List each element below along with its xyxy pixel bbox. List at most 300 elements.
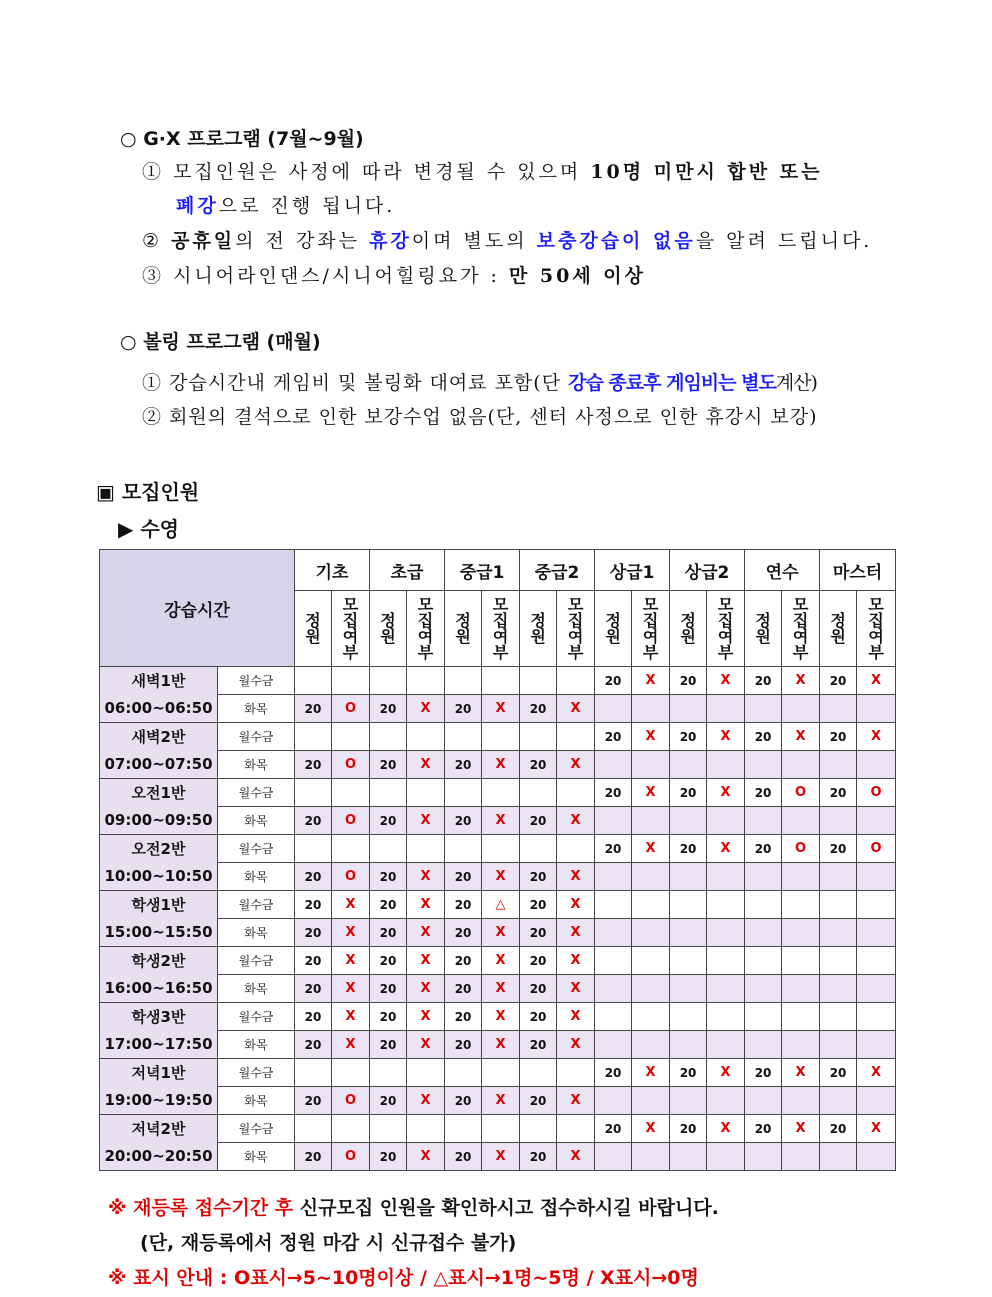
class-time: 19:00~19:50: [104, 1090, 213, 1109]
note-reregistration-red: ※ 재등록 접수기간 후: [108, 1197, 294, 1219]
status-mark: X: [795, 1121, 806, 1136]
capacity-cell: 20: [520, 1003, 557, 1031]
status-mark: X: [420, 897, 431, 912]
recruit-status-cell: [632, 835, 670, 863]
status-mark: X: [871, 1065, 882, 1080]
status-mark: X: [720, 1121, 731, 1136]
status-mark: X: [645, 1065, 656, 1080]
weekday-cell: 화목: [218, 695, 295, 723]
capacity-cell: 20: [445, 751, 482, 779]
recruit-status-cell: [632, 891, 670, 919]
status-mark: X: [570, 1149, 581, 1164]
capacity-cell: 20: [520, 751, 557, 779]
status-mark: X: [645, 729, 656, 744]
gx-item-1-text2: 으로 진행 됩니다.: [218, 195, 396, 217]
capacity-cell: 20: [520, 947, 557, 975]
sub-header-cell: [520, 591, 557, 667]
recruit-status-cell: [857, 667, 896, 695]
capacity-cell: 20: [595, 1115, 632, 1143]
capacity-cell: [370, 667, 407, 695]
recruit-status-cell: [332, 835, 370, 863]
table-row: [100, 723, 896, 751]
capacity-cell: [745, 1031, 782, 1059]
recruit-status-cell: [482, 835, 520, 863]
recruit-status-cell: [332, 667, 370, 695]
gx-item-2-text3: 을 알려 드립니다.: [695, 230, 873, 252]
capacity-cell: 20: [745, 723, 782, 751]
recruit-status-cell: [857, 723, 896, 751]
recruit-status-cell: [407, 751, 445, 779]
recruit-status-cell: [707, 807, 745, 835]
recruit-status-cell: [557, 975, 595, 1003]
gx-item-1: [142, 157, 822, 184]
weekday-cell: 월수금: [218, 1115, 295, 1143]
weekday-cell: 월수금: [218, 1059, 295, 1087]
capacity-cell: [745, 1087, 782, 1115]
capacity-cell: 20: [295, 919, 332, 947]
recruit-status-cell: [332, 1031, 370, 1059]
sub-header-cell: [670, 591, 707, 667]
recruit-status-cell: [632, 751, 670, 779]
status-mark: X: [345, 981, 356, 996]
sub-header-cell: [707, 591, 745, 667]
capacity-cell: 20: [370, 695, 407, 723]
capacity-cell: [595, 1031, 632, 1059]
class-time: 20:00~20:50: [104, 1146, 213, 1165]
status-mark: X: [570, 897, 581, 912]
capacity-cell: [820, 863, 857, 891]
recruit-status-cell: [482, 1031, 520, 1059]
capacity-header: 정원: [680, 610, 696, 646]
capacity-cell: 20: [370, 919, 407, 947]
recruit-status-cell: [407, 919, 445, 947]
class-name: 학생3반: [131, 1007, 186, 1026]
capacity-header: 정원: [380, 610, 396, 646]
recruit-status-header: 모집여부: [492, 594, 509, 662]
capacity-cell: [820, 947, 857, 975]
capacity-header: 정원: [455, 610, 471, 646]
recruit-status-header: 모집여부: [342, 594, 359, 662]
capacity-header: 정원: [605, 610, 621, 646]
recruit-status-header: 모집여부: [792, 594, 809, 662]
bowling-item-1-text: 강습시간내 게임비 및 볼링화 대여료 포함(단: [169, 372, 562, 394]
capacity-cell: [670, 975, 707, 1003]
recruit-status-cell: [632, 1143, 670, 1171]
recruit-status-cell: [782, 1143, 820, 1171]
status-mark: X: [720, 729, 731, 744]
recruit-status-cell: [782, 835, 820, 863]
capacity-cell: [445, 835, 482, 863]
capacity-cell: 20: [745, 779, 782, 807]
item-number: ②: [142, 230, 163, 252]
status-mark: X: [570, 953, 581, 968]
recruit-status-cell: [782, 1003, 820, 1031]
status-mark: X: [795, 673, 806, 688]
weekday-cell: 화목: [218, 1087, 295, 1115]
recruit-status-cell: [782, 723, 820, 751]
capacity-cell: [520, 723, 557, 751]
table-row: [100, 947, 896, 975]
gx-item-1-bold: 10명 미만시 합반 또는: [590, 161, 823, 183]
capacity-cell: 20: [370, 1031, 407, 1059]
capacity-cell: 20: [295, 1087, 332, 1115]
capacity-cell: 20: [445, 975, 482, 1003]
capacity-cell: [595, 1003, 632, 1031]
recruit-status-cell: [482, 667, 520, 695]
note-exception: (단, 재등록에서 정원 마감 시 신규접수 불가): [140, 1232, 517, 1254]
status-mark: X: [420, 869, 431, 884]
capacity-header: 정원: [530, 610, 546, 646]
recruit-status-cell: [332, 947, 370, 975]
recruit-status-cell: [332, 807, 370, 835]
recruit-status-cell: [332, 779, 370, 807]
sub-header-cell: [820, 591, 857, 667]
capacity-cell: 20: [670, 835, 707, 863]
capacity-cell: 20: [670, 1059, 707, 1087]
recruit-status-cell: [782, 807, 820, 835]
capacity-cell: [820, 1143, 857, 1171]
capacity-cell: 20: [595, 667, 632, 695]
recruit-status-cell: [332, 1143, 370, 1171]
capacity-cell: 20: [370, 891, 407, 919]
status-mark: X: [871, 729, 882, 744]
recruit-status-cell: [332, 975, 370, 1003]
class-slot: [100, 1003, 218, 1059]
capacity-cell: 20: [820, 779, 857, 807]
status-mark: X: [495, 757, 506, 772]
status-mark: X: [795, 1065, 806, 1080]
status-mark: X: [645, 841, 656, 856]
item-number: ②: [142, 406, 163, 428]
weekday-cell: 월수금: [218, 723, 295, 751]
capacity-cell: [295, 835, 332, 863]
recruit-status-cell: [632, 1059, 670, 1087]
capacity-cell: 20: [670, 1115, 707, 1143]
level-header: 중급2: [520, 550, 595, 591]
weekday-cell: 화목: [218, 1143, 295, 1171]
recruit-status-cell: [407, 947, 445, 975]
status-mark: X: [345, 897, 356, 912]
recruit-status-cell: [632, 975, 670, 1003]
recruit-status-cell: [857, 919, 896, 947]
recruit-status-cell: [782, 919, 820, 947]
status-mark: X: [570, 1093, 581, 1108]
capacity-cell: 20: [520, 891, 557, 919]
sub-header-cell: [632, 591, 670, 667]
status-mark: O: [795, 841, 807, 856]
sub-header-cell: [557, 591, 595, 667]
status-mark: X: [720, 1065, 731, 1080]
capacity-cell: 20: [745, 1115, 782, 1143]
capacity-cell: [670, 1143, 707, 1171]
status-mark: X: [570, 701, 581, 716]
capacity-cell: 20: [445, 947, 482, 975]
recruit-status-cell: [707, 975, 745, 1003]
capacity-cell: [670, 863, 707, 891]
recruit-status-cell: [557, 919, 595, 947]
recruit-status-cell: [407, 1143, 445, 1171]
capacity-cell: [520, 779, 557, 807]
gx-item-2-text: 의 전 강좌는: [235, 230, 361, 252]
capacity-cell: 20: [820, 667, 857, 695]
recruit-status-cell: [782, 667, 820, 695]
capacity-cell: [745, 1143, 782, 1171]
capacity-cell: 20: [445, 1003, 482, 1031]
recruit-status-cell: [407, 807, 445, 835]
capacity-cell: [445, 1059, 482, 1087]
status-mark: X: [795, 729, 806, 744]
status-mark: X: [495, 869, 506, 884]
recruit-status-cell: [482, 1059, 520, 1087]
status-mark: O: [870, 841, 882, 856]
recruit-status-cell: [632, 1087, 670, 1115]
capacity-cell: [295, 779, 332, 807]
class-name: 새벽1반: [131, 671, 186, 690]
recruit-status-cell: [632, 667, 670, 695]
table-row: [100, 1059, 896, 1087]
recruit-status-header: 모집여부: [868, 594, 884, 662]
recruit-status-cell: [632, 695, 670, 723]
class-time: 10:00~10:50: [104, 866, 213, 885]
status-mark: O: [344, 1093, 357, 1108]
class-name: 학생2반: [131, 951, 186, 970]
recruit-status-cell: [332, 1059, 370, 1087]
note-reregistration-text: 신규모집 인원을 확인하시고 접수하시길 바랍니다.: [299, 1197, 719, 1219]
capacity-cell: [820, 919, 857, 947]
recruit-status-cell: [707, 835, 745, 863]
table-row: [100, 779, 896, 807]
status-mark: X: [570, 925, 581, 940]
capacity-cell: 20: [820, 835, 857, 863]
recruit-status-cell: [407, 975, 445, 1003]
capacity-cell: [820, 695, 857, 723]
weekday-cell: 화목: [218, 807, 295, 835]
level-header: 중급1: [445, 550, 520, 591]
recruit-status-cell: [707, 751, 745, 779]
status-mark: X: [495, 953, 506, 968]
recruit-status-cell: [707, 1059, 745, 1087]
level-header: 초급: [370, 550, 445, 591]
capacity-cell: [820, 751, 857, 779]
capacity-cell: [370, 779, 407, 807]
recruit-status-cell: [782, 863, 820, 891]
recruit-status-cell: [482, 1003, 520, 1031]
recruit-status-cell: [857, 1003, 896, 1031]
recruit-status-cell: [482, 807, 520, 835]
capacity-cell: [745, 947, 782, 975]
weekday-cell: 월수금: [218, 835, 295, 863]
capacity-cell: [820, 1087, 857, 1115]
capacity-cell: 20: [295, 891, 332, 919]
gx-item-3: [142, 261, 646, 288]
recruit-status-cell: [632, 919, 670, 947]
class-name: 오전2반: [131, 839, 186, 858]
status-mark: X: [420, 701, 431, 716]
capacity-cell: [295, 723, 332, 751]
capacity-header: 정원: [305, 610, 321, 646]
recruit-status-cell: [557, 807, 595, 835]
recruit-status-cell: [707, 1031, 745, 1059]
capacity-cell: 20: [520, 975, 557, 1003]
capacity-cell: 20: [595, 835, 632, 863]
capacity-cell: 20: [295, 863, 332, 891]
capacity-cell: [370, 835, 407, 863]
status-mark: X: [345, 925, 356, 940]
recruit-status-cell: [557, 723, 595, 751]
capacity-cell: 20: [445, 695, 482, 723]
capacity-cell: [670, 751, 707, 779]
status-mark: X: [495, 1009, 506, 1024]
capacity-cell: 20: [295, 1003, 332, 1031]
recruit-status-cell: [782, 751, 820, 779]
sub-header-cell: [745, 591, 782, 667]
capacity-cell: 20: [370, 975, 407, 1003]
capacity-cell: [520, 835, 557, 863]
recruit-status-cell: [557, 947, 595, 975]
capacity-cell: 20: [745, 1059, 782, 1087]
schedule-body: [100, 667, 896, 1171]
capacity-cell: 20: [370, 751, 407, 779]
table-row: [100, 835, 896, 863]
status-mark: X: [570, 1009, 581, 1024]
recruit-status-cell: [782, 891, 820, 919]
status-mark: X: [345, 1037, 356, 1052]
recruit-status-cell: [782, 975, 820, 1003]
recruit-status-cell: [482, 1087, 520, 1115]
recruit-status-cell: [557, 1087, 595, 1115]
capacity-cell: 20: [820, 723, 857, 751]
recruit-status-cell: [482, 1115, 520, 1143]
gx-item-1-emphasis: 폐강: [176, 195, 219, 217]
status-mark: X: [420, 757, 431, 772]
capacity-cell: [820, 975, 857, 1003]
recruit-status-cell: [482, 919, 520, 947]
sub-header-cell: [595, 591, 632, 667]
recruit-status-cell: [407, 1115, 445, 1143]
capacity-cell: [745, 891, 782, 919]
status-mark: X: [720, 785, 731, 800]
capacity-cell: 20: [445, 891, 482, 919]
recruit-status-cell: [557, 695, 595, 723]
recruit-status-cell: [557, 835, 595, 863]
capacity-cell: [370, 1115, 407, 1143]
status-mark: X: [570, 757, 581, 772]
recruit-status-cell: [857, 891, 896, 919]
recruit-status-cell: [557, 1003, 595, 1031]
recruit-status-cell: [557, 1115, 595, 1143]
weekday-cell: 화목: [218, 863, 295, 891]
capacity-cell: 20: [820, 1115, 857, 1143]
recruit-status-cell: [707, 779, 745, 807]
table-row: [100, 667, 896, 695]
recruit-status-cell: [482, 947, 520, 975]
status-mark: O: [344, 757, 357, 772]
recruit-status-cell: [707, 1143, 745, 1171]
status-mark: X: [645, 673, 656, 688]
status-mark: O: [795, 785, 807, 800]
recruit-status-cell: [482, 779, 520, 807]
recruit-status-cell: [482, 751, 520, 779]
status-mark: O: [344, 1149, 357, 1164]
capacity-cell: [445, 723, 482, 751]
table-row: [100, 1003, 896, 1031]
recruit-status-cell: [332, 1003, 370, 1031]
recruit-status-cell: [407, 1031, 445, 1059]
level-header-row: [100, 550, 896, 591]
recruit-status-cell: [782, 1115, 820, 1143]
recruit-status-cell: [857, 695, 896, 723]
status-mark: X: [495, 813, 506, 828]
recruit-status-cell: [707, 1087, 745, 1115]
class-name: 새벽2반: [131, 727, 186, 746]
recruit-status-cell: [407, 891, 445, 919]
status-mark: X: [495, 1149, 506, 1164]
recruit-status-cell: [632, 863, 670, 891]
capacity-cell: [745, 975, 782, 1003]
class-name: 저녁2반: [131, 1119, 186, 1138]
level-header: 상급2: [670, 550, 745, 591]
weekday-cell: 월수금: [218, 667, 295, 695]
table-row: [100, 1143, 896, 1171]
recruit-status-cell: [332, 919, 370, 947]
capacity-cell: [820, 891, 857, 919]
capacity-cell: [520, 1059, 557, 1087]
capacity-cell: 20: [295, 975, 332, 1003]
recruit-status-header: 모집여부: [717, 594, 734, 662]
table-row: [100, 891, 896, 919]
recruit-status-cell: [407, 863, 445, 891]
class-time: 15:00~15:50: [104, 922, 213, 941]
recruit-status-cell: [482, 723, 520, 751]
recruit-status-cell: [782, 1059, 820, 1087]
status-mark: X: [495, 981, 506, 996]
status-mark: O: [344, 813, 357, 828]
table-row: [100, 863, 896, 891]
weekday-cell: 월수금: [218, 947, 295, 975]
status-mark: X: [495, 925, 506, 940]
capacity-cell: [670, 891, 707, 919]
capacity-cell: 20: [370, 1143, 407, 1171]
recruit-status-cell: [557, 667, 595, 695]
capacity-cell: [595, 891, 632, 919]
status-mark: O: [344, 869, 357, 884]
capacity-cell: [820, 807, 857, 835]
capacity-cell: 20: [370, 1087, 407, 1115]
capacity-cell: [445, 1115, 482, 1143]
recruit-status-cell: [557, 891, 595, 919]
recruit-status-cell: [557, 1143, 595, 1171]
status-mark: X: [420, 813, 431, 828]
item-number: ①: [142, 372, 163, 394]
class-slot: [100, 891, 218, 947]
capacity-cell: 20: [445, 1087, 482, 1115]
table-row: [100, 1115, 896, 1143]
capacity-cell: [520, 667, 557, 695]
class-time: 07:00~07:50: [104, 754, 213, 773]
item-number: ③: [142, 265, 165, 287]
capacity-cell: 20: [670, 779, 707, 807]
recruit-status-cell: [707, 695, 745, 723]
status-mark: X: [720, 841, 731, 856]
weekday-cell: 화목: [218, 751, 295, 779]
capacity-cell: 20: [520, 1031, 557, 1059]
capacity-cell: 20: [745, 667, 782, 695]
recruit-status-cell: [632, 1115, 670, 1143]
recruit-status-cell: [782, 1031, 820, 1059]
weekday-cell: 화목: [218, 919, 295, 947]
status-mark: X: [345, 1009, 356, 1024]
recruit-status-cell: [707, 667, 745, 695]
